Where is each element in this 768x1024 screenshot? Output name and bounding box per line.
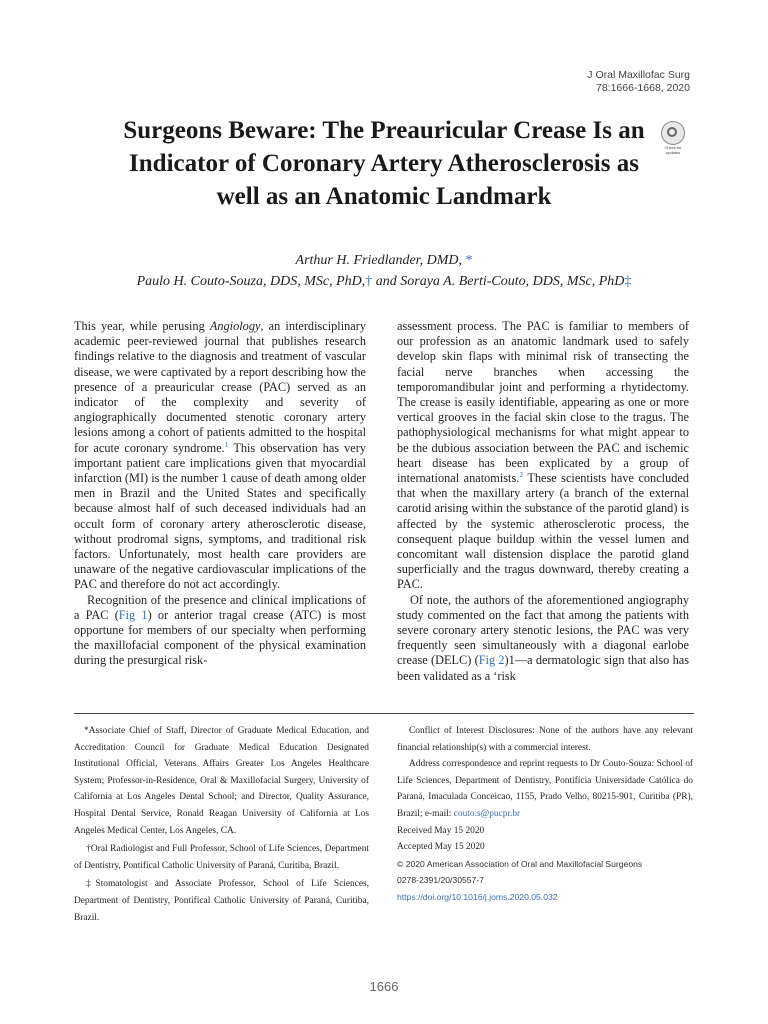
author-list — [80, 250, 688, 292]
body-paragraph: This year, while perusing Angiology, an interdisciplinary academic peer-reviewed journal that publishes research findings relative to the diagnosis and treatment of vascular disease, we were captivated by a report describing how the presence of a preauricular crease (PAC) served as an indicator of the complexity and severity of angiographically documented stenotic coronary artery lesions among a cohort of patients admitted to the hospital for acute coronary syndrome.$^1$ This observation has very important patient care implications given that myocardial infarction (MI) is the number 1 cause of death among older men in Brazil and the United States and specifically because almost half of such deceased individuals had an occult form of coronary artery atherosclerotic disease, without prodromal signs, symptoms, and traditional risk factors. Unfortunately, most health care providers are unaware of the negative cardiovascular implications of the PAC and therefore do not act accordingly. — [74, 319, 366, 592]
check-for-updates-badge[interactable] — [661, 121, 685, 155]
footnote-divider — [74, 713, 694, 714]
footnote: *Associate Chief of Staff, Director of Graduate Medical Education, and Accreditation Council for Graduate Medical Education Designated Institutional Official, Veterans Affairs Greater Los Angeles Healthcare System; Professor-in-Residence, Oral & Maxillofacial Surgery, University of California at Los Angeles Dental School; and Director, Quality Assurance, Hospital Dental Service, Ronald Reagan University of California at Los Angeles Medical Center, Los Angeles, CA. — [74, 726, 369, 836]
journal-name: J Oral Maxillofac Surg — [587, 69, 690, 81]
journal-name-italic: Angiology — [209, 319, 261, 333]
conflict-disclosure: Conflict of Interest Disclosures: None of the authors have any relevant financial relationship(s) with a commercial interest. — [397, 726, 693, 753]
affiliation-mark[interactable]: † — [365, 274, 373, 289]
citation-ref[interactable]: 1 — [224, 439, 229, 449]
figure-link[interactable]: Fig 2 — [478, 653, 505, 668]
author-line-1 — [80, 250, 688, 271]
body-column-left — [74, 319, 366, 669]
issn: 0278-2391/20/30557-7 — [397, 875, 484, 886]
accepted-date: Accepted May 15 2020 — [397, 842, 485, 853]
correspondence: Address correspondence and reprint requests to Dr Couto-Souza: School of Life Sciences, Department of Dentistry, Pontifícia Universidade Católica do Paraná, Imaculada Conceicao, 1155, Prado Velho, 80215-901, Curitiba (PR), Brazil; e-mail: couto.s@pucpr.br — [397, 759, 693, 819]
author-name: Paulo H. Couto-Souza, DDS, MSc, PhD, — [136, 274, 366, 289]
author-name: and Soraya A. Berti-Couto, DDS, MSc, PhD — [375, 274, 625, 289]
page-number: 1666 — [369, 979, 399, 994]
body-paragraph: assessment process. The PAC is familiar to members of our profession as an anatomic landmark used to safely develop skin flaps with minimal risk of transecting the facial nerve branches when accessing the temporomandibular joint and performing a rhytidectomy. The crease is easily identifiable, appearing as one or more vertical grooves in the facial skin close to the tragus. The pathophysiological mechanisms for what might appear to be the dubious association between the PAC and ischemic heart disease has been explicated by a group of international anatomists.$^2$ These scientists have concluded that when the maxillary artery (a branch of the external carotid arising within the substance of the parotid gland) is affected by the systemic atherosclerotic process, the consequent plaque buildup within the vessel lumen and concomitant wall distension displace the parotid gland superficially and the tragus downward, thereby creating a PAC. — [397, 319, 689, 592]
copyright: © 2020 American Association of Oral and Maxillofacial Surgeons — [397, 858, 643, 869]
figure-link[interactable]: Fig 1 — [118, 607, 148, 622]
body-paragraph: Of note, the authors of the aforementioned angiography study commented on the fact that among the patients with severe coronary artery stenotic lesions, the PAC was very frequently seen simultaneously with a diagonal earlobe crease (DELC) (Fig 2)1—a dermatologic sign that also has been validated as a ‘risk — [397, 592, 689, 683]
article-info — [397, 723, 693, 906]
affiliation-mark[interactable]: ‡ — [624, 274, 632, 289]
check-for-updates-icon — [661, 121, 685, 145]
doi-link[interactable]: https://doi.org/10.1016/j.joms.2020.05.032 — [397, 891, 558, 902]
citation-ref[interactable]: 2 — [519, 469, 524, 479]
journal-citation — [587, 69, 690, 95]
footnote: †Oral Radiologist and Full Professor, School of Life Sciences, Department of Dentistry, Pontifical Catholic University of Paraná, Curitiba, Brazil. — [74, 844, 369, 871]
body-column-right — [397, 319, 689, 684]
affiliation-mark[interactable]: * — [465, 253, 473, 268]
article-title: Surgeons Beware: The Preauricular Crease Is an Indicator of Coronary Artery Atherosclerosis as well as an Anatomic Landmark — [123, 117, 645, 210]
author-name: Arthur H. Friedlander, DMD, — [295, 253, 462, 268]
body-paragraph: Recognition of the presence and clinical implications of a PAC (Fig 1) or anterior tragal crease (ATC) is most opportune for members of our specialty when performing the maxillofacial component of the physical examination during the presurgical risk- — [74, 592, 366, 668]
email-link[interactable]: couto.s@pucpr.br — [453, 808, 521, 819]
journal-volume: 78:1666-1668, 2020 — [595, 82, 690, 94]
author-line-2 — [80, 271, 688, 292]
affiliation-footnotes — [74, 723, 369, 928]
received-date: Received May 15 2020 — [397, 825, 485, 836]
check-for-updates-label: Check for updates — [664, 145, 682, 155]
footnote: ‡Stomatologist and Associate Professor, School of Life Sciences, Department of Dentistry, Pontifical Catholic University of Paraná, Curitiba, Brazil. — [74, 879, 369, 923]
